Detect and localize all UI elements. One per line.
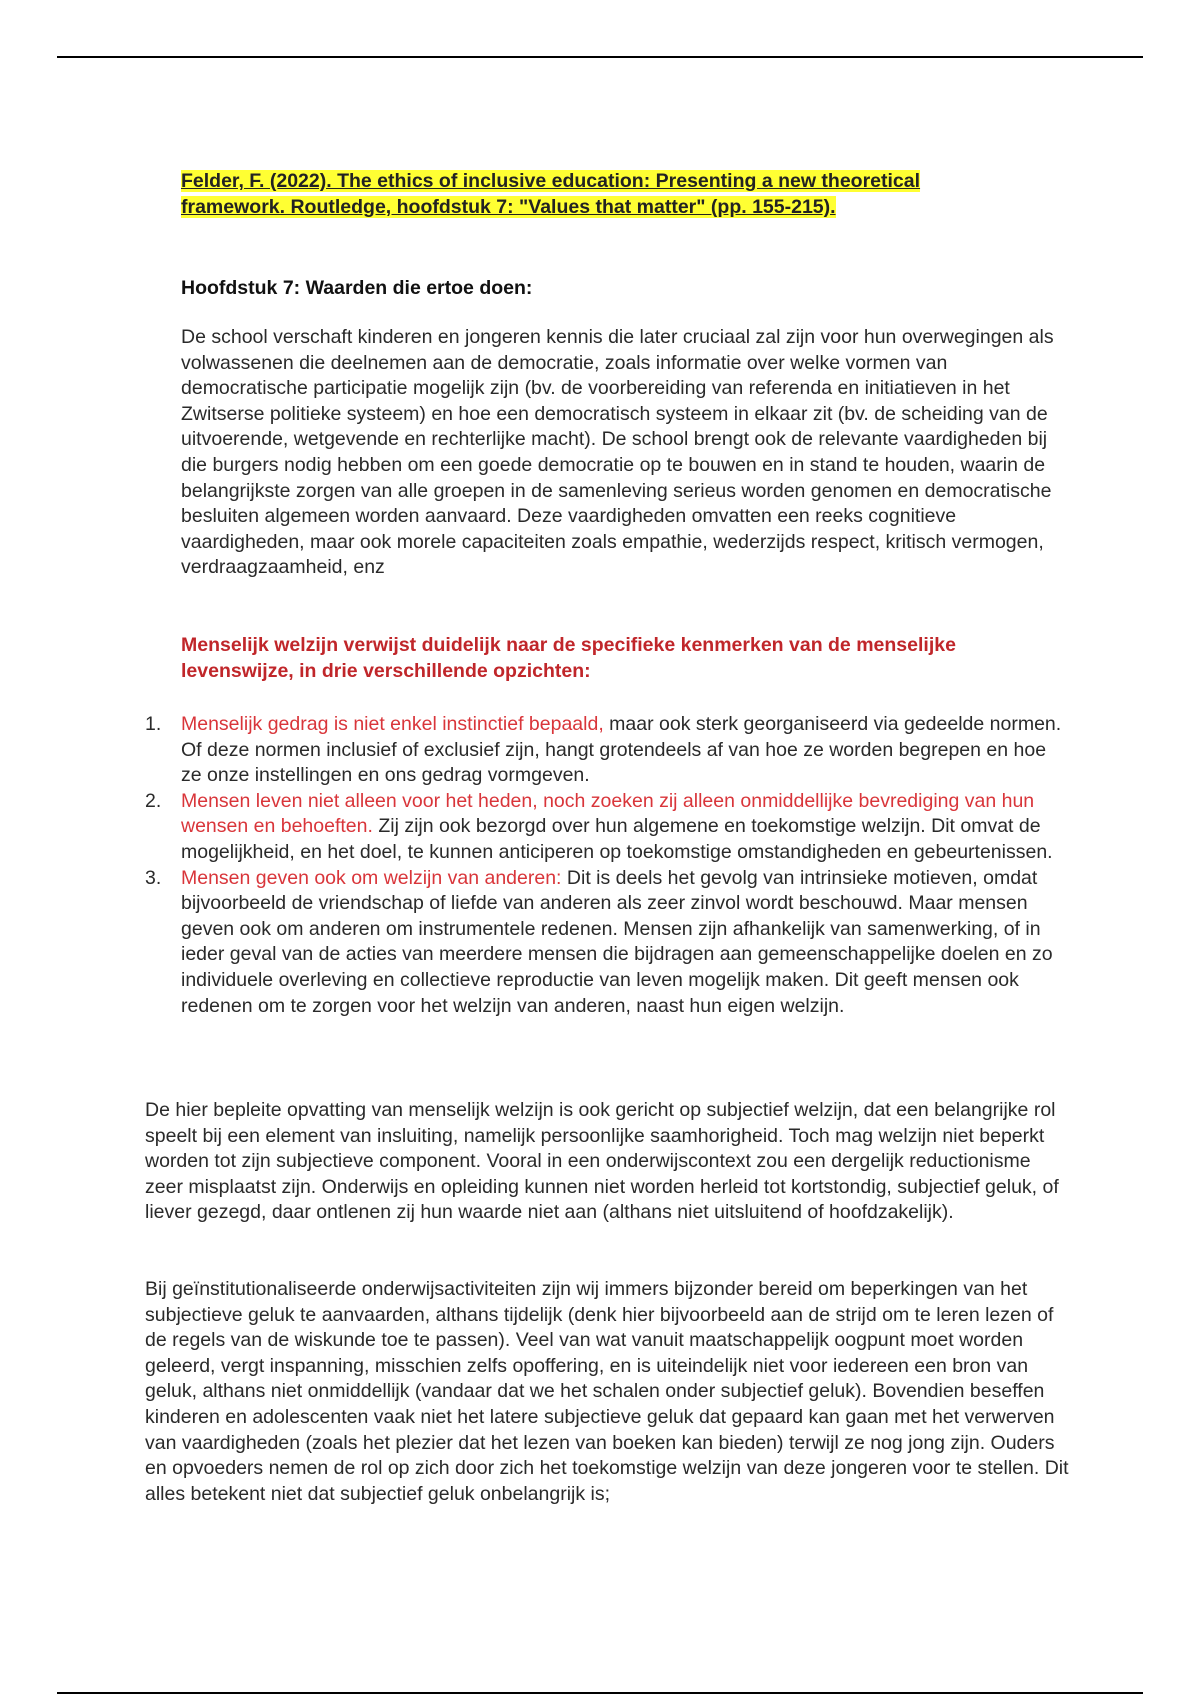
list-item-text: Zij zijn ook bezorgd over hun algemene en toekomstige welzijn. Dit omvat de mogelijkheid, en het doel, te kunnen anticiperen op toekomstige omstandigheden en gebeurtenissen.: [181, 815, 1053, 863]
citation-line-2: framework. Routledge, hoofdstuk 7: "Values that matter" (pp. 155-215).: [181, 196, 836, 218]
chapter-heading: Hoofdstuk 7: Waarden die ertoe doen:: [181, 277, 533, 299]
aspects-list: [145, 712, 1065, 1019]
list-item-text: maar ook sterk georganiseerd via gedeelde normen. Of deze normen inclusief of exclusief zijn, hangt grotendeels af van hoe ze worden begrepen en hoe ze onze instellingen en ons gedrag vormgeven.: [181, 713, 1062, 787]
list-number: 1.: [145, 713, 162, 735]
subjective-wellbeing-paragraph: De hier bepleite opvatting van menselijk welzijn is ook gericht op subjectief welzijn, dat een belangrijke rol speelt bij een element van insluiting, namelijk persoonlijke saamhorigheid. Toch mag welzijn niet beperkt worden tot zijn subjectieve component. Vooral in een onderwijscontext zou een dergelijk reductionisme zeer misplaatst zijn. Onderwijs en opleiding kunnen niet worden herleid tot kortstondig, subjectief geluk, of liever gezegd, daar ontlenen zij hun waarde niet aan (althans niet uitsluitend of hoofdzakelijk).: [145, 1099, 1059, 1224]
list-number: 3.: [145, 866, 162, 889]
list-number: 2.: [145, 789, 162, 812]
institutional-education-paragraph: Bij geïnstitutionaliseerde onderwijsactiviteiten zijn wij immers bijzonder bereid om beperkingen van het subjectieve geluk te aanvaarden, althans tijdelijk (denk hier bijvoorbeeld aan de strijd om te leren lezen of de regels van de wiskunde toe te passen). Veel van wat vanuit maatschappelijk oogpunt moet worden geleerd, vergt inspanning, misschien zelfs opoffering, en is uiteindelijk niet voor iedereen een bron van geluk, althans niet onmiddellijk (vandaar dat we het schalen onder subjectief geluk). Bovendien beseffen kinderen en adolescenten vaak niet het latere subjectieve geluk dat gepaard kan gaan met het verwerven van vaardigheden (zoals het plezier dat het lezen van boeken kan bieden) terwijl ze nog jong zijn. Ouders en opvoeders nemen de rol op zich door zich het toekomstige welzijn van deze jongeren voor te stellen. Dit alles betekent niet dat subjectief geluk onbelangrijk is;: [145, 1278, 1069, 1505]
wellbeing-heading: Menselijk welzijn verwijst duidelijk naar de specifieke kenmerken van de menselijke levenswijze, in drie verschillende opzichten:: [181, 634, 956, 682]
list-item: [145, 789, 1065, 866]
list-item-text: Dit is deels het gevolg van intrinsieke motieven, omdat bijvoorbeeld de vriendschap of liefde van anderen als zeer zinvol wordt beschouwd. Maar mensen geven ook om anderen om instrumentele redenen. Mensen zijn afhankelijk van samenwerking, of in ieder geval van de acties van meerdere mensen die bijdragen aan gemeenschappelijke doelen en zo individuele overleving en collectieve reproductie van leven mogelijk maken. Dit geeft mensen ook redenen om te zorgen voor het welzijn van anderen, naast hun eigen welzijn.: [181, 866, 1053, 1017]
bottom-horizontal-rule: [57, 1692, 1143, 1694]
top-horizontal-rule: [57, 56, 1143, 58]
list-item-highlight: Mensen leven niet alleen voor het heden, noch zoeken zij alleen onmiddellijke bevrediging van hun wensen en behoeften.: [181, 789, 1035, 838]
citation-reference: [181, 168, 1061, 220]
list-item-highlight: Mensen geven ook om welzijn van anderen:: [181, 866, 562, 889]
list-item: [145, 866, 1065, 1020]
list-item-highlight: Menselijk gedrag is niet enkel instinctief bepaald,: [181, 713, 604, 735]
intro-paragraph: De school verschaft kinderen en jongeren kennis die later cruciaal zal zijn voor hun overwegingen als volwassenen die deelnemen aan de democratie, zoals informatie over welke vormen van democratische participatie mogelijk zijn (bv. de voorbereiding van referenda en initiatieven in het Zwitserse politieke systeem) en hoe een democratisch systeem in elkaar zit (bv. de scheiding van de uitvoerende, wetgevende en rechterlijke macht). De school brengt ook de relevante vaardigheden bij die burgers nodig hebben om een goede democratie op te bouwen en in stand te houden, waarin de belangrijkste zorgen van alle groepen in de samenleving serieus worden genomen en democratische besluiten algemeen worden aanvaard. Deze vaardigheden omvatten een reeks cognitieve vaardigheden, maar ook morele capaciteiten zoals empathie, wederzijds respect, kritisch vermogen, verdraagzaamheid, enz: [181, 326, 1054, 579]
list-item: [145, 712, 1065, 789]
citation-line-1: Felder, F. (2022). The ethics of inclusive education: Presenting a new theoretical: [181, 170, 921, 192]
